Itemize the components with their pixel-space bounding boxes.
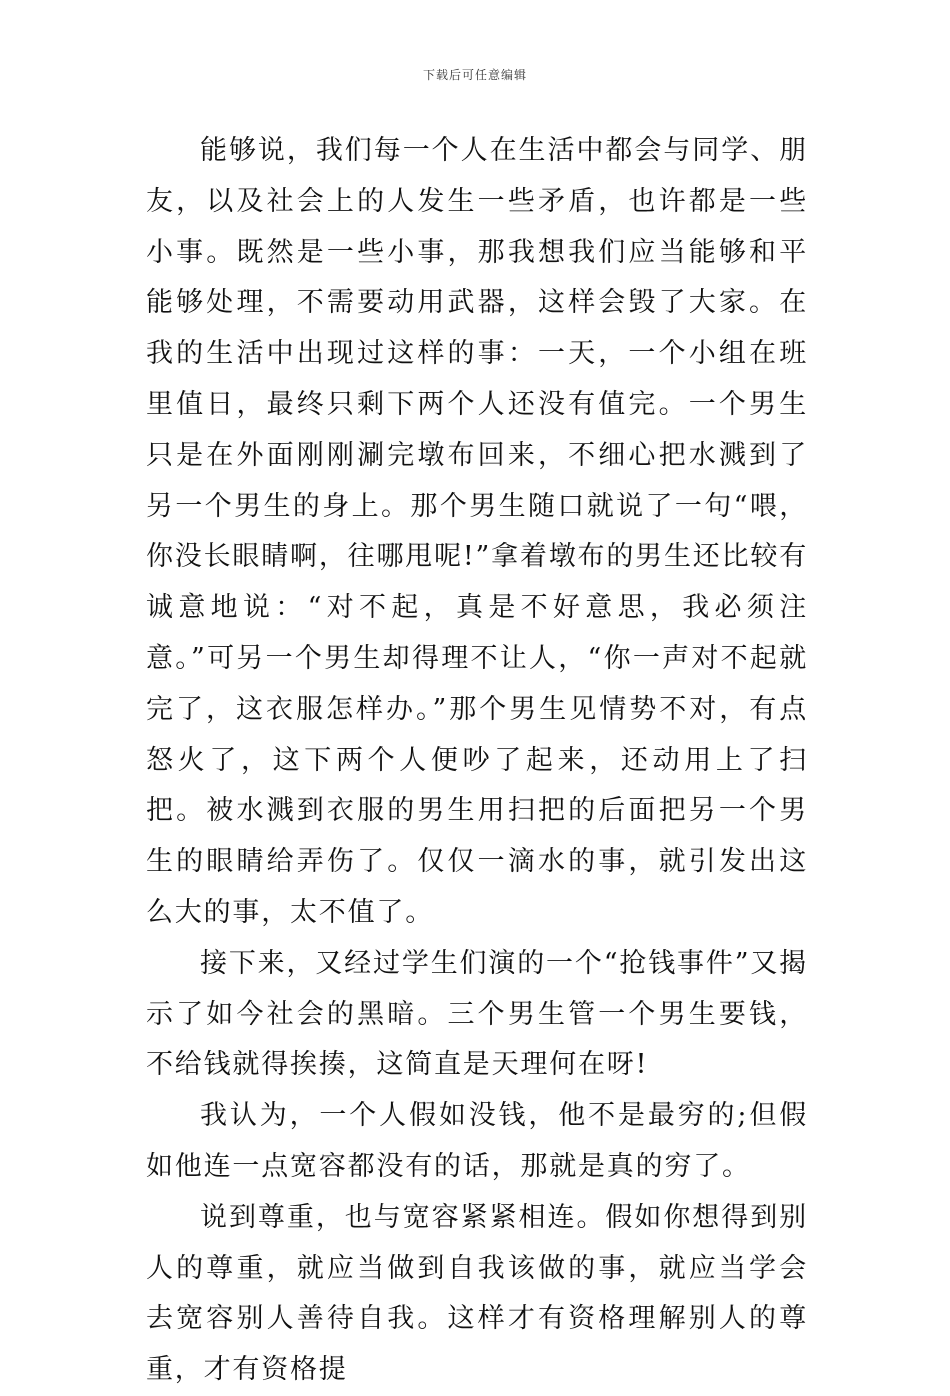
- header-note: 下载后可任意编辑: [422, 68, 527, 82]
- paragraph-4: 说到尊重，也与宽容紧紧相连。假如你想得到别人的尊重，就应当做到自我该做的事，就应当学会去宽容别人善待自我。这样才有资格理解别人的尊重，才有资格提: [146, 1201, 808, 1386]
- document-body: [146, 126, 808, 1396]
- paragraph-2: 接下来，又经过学生们演的一个“抢钱事件”又揭示了如今社会的黑暗。三个男生管一个男生要钱，不给钱就得挨揍，这简直是天理何在呀!: [146, 947, 808, 1081]
- paragraph-3: 我认为，一个人假如没钱，他不是最穷的;但假如他连一点宽容都没有的话，那就是真的穷了。: [146, 1100, 808, 1182]
- paragraph-1: 能够说，我们每一个人在生活中都会与同学、朋友，以及社会上的人发生一些矛盾，也许都是一些小事。既然是一些小事，那我想我们应当能够和平能够处理，不需要动用武器，这样会毁了大家。在我的生活中出现过这样的事：一天，一个小组在班里值日，最终只剩下两个人还没有值完。一个男生只是在外面刚刚涮完墩布回来，不细心把水溅到了另一个男生的身上。那个男生随口就说了一句“喂，你没长眼睛啊，往哪甩呢!”拿着墩布的男生还比较有诚意地说：“对不起，真是不好意思，我必须注意。”可另一个男生却得理不让人，“你一声对不起就完了，这衣服怎样办。”那个男生见情势不对，有点怒火了，这下两个人便吵了起来，还动用上了扫把。被水溅到衣服的男生用扫把的后面把另一个男生的眼睛给弄伤了。仅仅一滴水的事，就引发出这么大的事，太不值了。: [146, 135, 808, 928]
